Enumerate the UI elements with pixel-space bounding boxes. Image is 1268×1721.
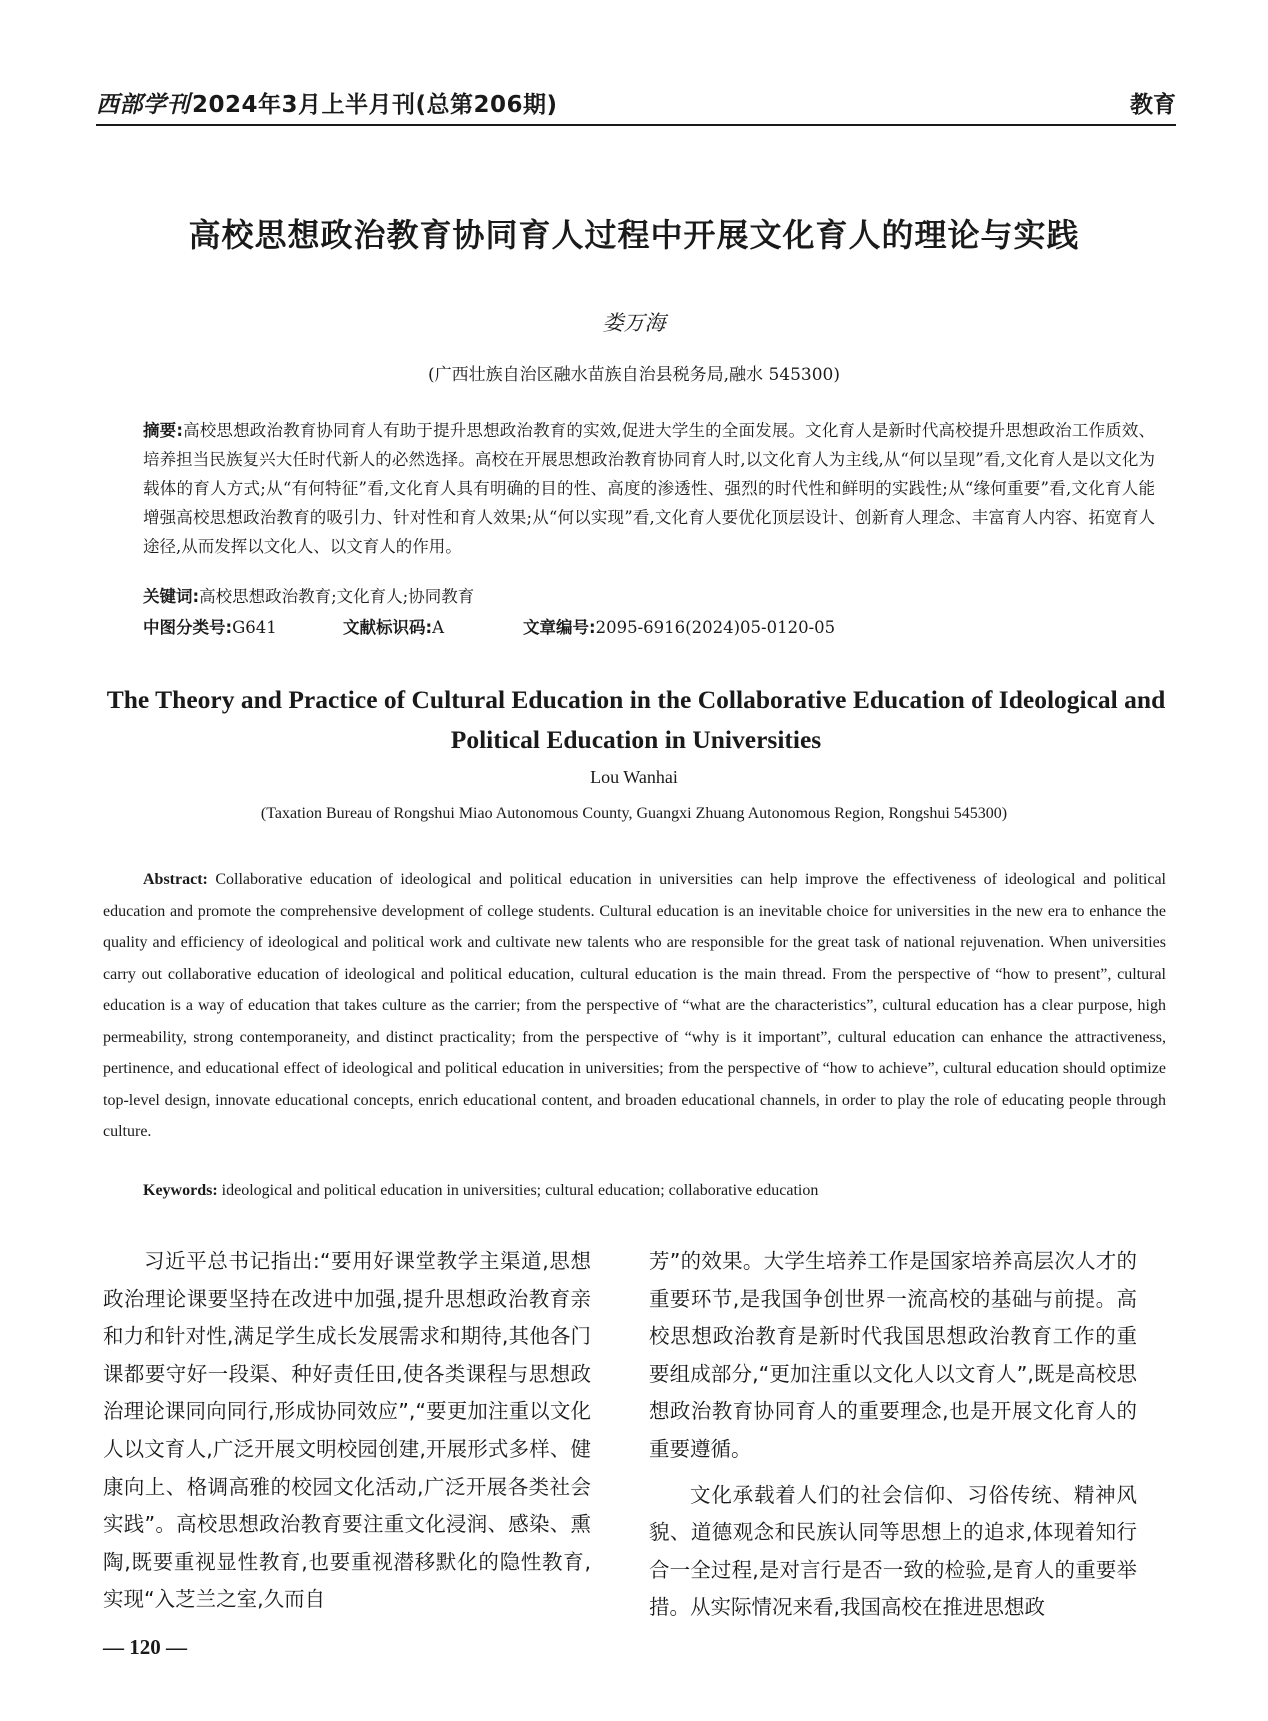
section-name: 教育 xyxy=(1130,92,1176,118)
body-column-right xyxy=(649,1243,1137,1627)
clc-item xyxy=(143,614,343,642)
english-abstract xyxy=(103,864,1166,1148)
clc-value: G641 xyxy=(232,618,277,637)
chinese-affiliation: (广西壮族自治区融水苗族自治县税务局,融水 545300) xyxy=(428,365,840,385)
english-abstract-text: Collaborative education of ideological and political education in universities can help improve the effectiveness of ideological and political education and promote the comprehensive development of college students. Cultural education is an inevitable choice for universities in the new era to enhance the quality and efficiency of ideological and political work and cultivate new talents who are responsible for the great task of national rejuvenation. When universities carry out collaborative education of ideological and political education, cultural education is the main thread. From the perspective of “how to present”, cultural education is a way of education that takes culture as the carrier; from the perspective of “what are the characteristics”, cultural education has a clear purpose, high permeability, strong contemporaneity, and distinct practicality; from the perspective of “why is it important”, cultural education can enhance the attractiveness, pertinence, and educational effect of ideological and political education in universities; from the perspective of “how to achieve”, cultural education should optimize top-level design, innovate educational concepts, enrich educational content, and broaden educational channels, in order to play the role of educating people through culture. xyxy=(103,871,1166,1140)
english-keywords-text: ideological and political education in universities; cultural education; collaborative education xyxy=(221,1182,819,1199)
keywords-text: 高校思想政治教育;文化育人;协同教育 xyxy=(199,587,475,606)
body-paragraph: 文化承载着人们的社会信仰、习俗传统、精神风貌、道德观念和民族认同等思想上的追求,体现着知行合一全过程,是对言行是否一致的检验,是育人的重要举措。从实际情况来看,我国高校在推进思想政 xyxy=(649,1482,1137,1620)
english-keywords-label: Keywords: xyxy=(143,1182,218,1199)
running-header xyxy=(96,84,1176,124)
doc-code-value: A xyxy=(432,618,445,637)
doc-code-item xyxy=(343,614,523,642)
clc-label: 中图分类号: xyxy=(143,618,233,637)
english-author: Lou Wanhai xyxy=(590,767,678,787)
journal-logo: 西部学刊 xyxy=(96,91,190,118)
abstract-text: 高校思想政治教育协同育人有助于提升思想政治教育的实效,促进大学生的全面发展。文化育人是新时代高校提升思想政治工作质效、培养担当民族复兴大任时代新人的必然选择。高校在开展思想政治教育协同育人时,以文化育人为主线,从“何以呈现”看,文化育人是以文化为载体的育人方式;从“有何特征”看,文化育人具有明确的目的性、高度的渗透性、强烈的时代性和鲜明的实践性;从“缘何重要”看,文化育人能增强高校思想政治教育的吸引力、针对性和育人效果;从“何以实现”看,文化育人要优化顶层设计、创新育人理念、丰富育人内容、拓宽育人途径,从而发挥以文化人、以文育人的作用。 xyxy=(143,421,1155,556)
chinese-abstract xyxy=(143,416,1155,561)
keywords-label: 关键词: xyxy=(143,587,200,606)
english-title: The Theory and Practice of Cultural Education in the Collaborative Education of Ideological and Political Education in Universities xyxy=(106,685,1166,754)
english-abstract-label: Abstract: xyxy=(143,871,208,888)
journal-name xyxy=(96,86,558,119)
english-affiliation: (Taxation Bureau of Rongshui Miao Autonomous County, Guangxi Zhuang Autonomous Region, Rongshui 545300) xyxy=(260,805,1008,822)
classification-line xyxy=(143,614,1155,642)
article-no-value: 2095-6916(2024)05-0120-05 xyxy=(595,618,836,637)
article-no-label: 文章编号: xyxy=(523,618,596,637)
chinese-keywords xyxy=(143,583,1155,611)
header-rule xyxy=(96,124,1176,126)
english-keywords xyxy=(143,1182,1163,1200)
journal-issue: 2024年3月上半月刊(总第206期) xyxy=(192,92,558,118)
chinese-title: 高校思想政治教育协同育人过程中开展文化育人的理论与实践 xyxy=(188,216,1080,254)
body-paragraph: 芳”的效果。大学生培养工作是国家培养高层次人才的重要环节,是我国争创世界一流高校的基础与前提。高校思想政治教育是新时代我国思想政治教育工作的重要组成部分,“更加注重以文化人以文育人”,既是高校思想政治教育协同育人的重要理念,也是开展文化育人的重要遵循。 xyxy=(649,1249,1137,1461)
doc-code-label: 文献标识码: xyxy=(343,618,433,637)
body-column-left xyxy=(103,1243,591,1619)
chinese-author: 娄万海 xyxy=(602,311,666,335)
article-no-item xyxy=(523,614,835,642)
page-number: — 120 — xyxy=(103,1635,187,1659)
abstract-label: 摘要: xyxy=(143,421,183,440)
body-paragraph: 习近平总书记指出:“要用好课堂教学主渠道,思想政治理论课要坚持在改进中加强,提升思想政治教育亲和力和针对性,满足学生成长发展需求和期待,其他各门课都要守好一段渠、种好责任田,使各类课程与思想政治理论课同向同行,形成协同效应”,“要更加注重以文化人以文育人,广泛开展文明校园创建,开展形式多样、健康向上、格调高雅的校园文化活动,广泛开展各类社会实践”。高校思想政治教育要注重文化浸润、感染、熏陶,既要重视显性教育,也要重视潜移默化的隐性教育,实现“入芝兰之室,久而自 xyxy=(103,1249,591,1612)
